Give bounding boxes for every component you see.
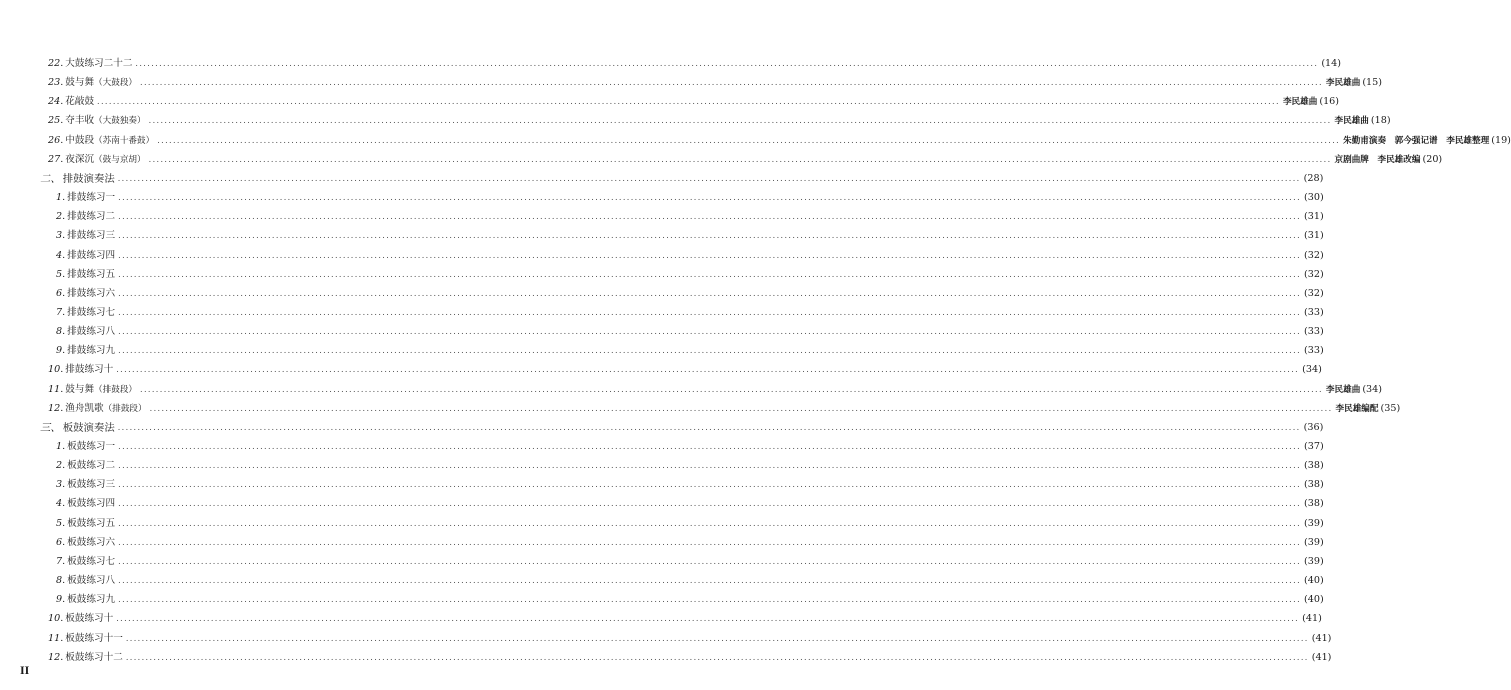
toc-leader-dots: ............................................................................................................................................................................................................................................................................................................ bbox=[116, 365, 1300, 375]
toc-leader-dots: ............................................................................................................................................................................................................................................................................................................ bbox=[118, 442, 1302, 451]
toc-leader-dots: ............................................................................................................................................................................................................................................................................................................ bbox=[118, 327, 1302, 337]
toc-leader-dots: ............................................................................................................................................................................................................................................................................................................ bbox=[118, 461, 1302, 471]
toc-page-number: (28) bbox=[1303, 172, 1324, 184]
toc-entry-text: 鼓与舞 bbox=[65, 77, 95, 89]
toc-entry-row bbox=[0, 591, 1324, 609]
toc-entry-number: 二、 bbox=[40, 172, 61, 185]
toc-entry-row bbox=[0, 610, 1322, 628]
toc-leader-dots: ............................................................................................................................................................................................................................................................................................................ bbox=[135, 59, 1319, 68]
toc-leader-dots: ............................................................................................................................................................................................................................................................................................................ bbox=[148, 154, 1332, 164]
toc-leader-dots: ............................................................................................................................................................................................................................................................................................................ bbox=[118, 288, 1302, 298]
toc-leader-dots: ............................................................................................................................................................................................................................................................................................................ bbox=[118, 537, 1302, 547]
toc-entry-subtitle: （大鼓独奏） bbox=[94, 116, 146, 127]
toc-leader-dots: ............................................................................................................................................................................................................................................................................................................ bbox=[118, 576, 1302, 586]
toc-entry-number: 三、 bbox=[40, 421, 61, 434]
toc-entry-title bbox=[48, 381, 137, 399]
toc-page-number: (36) bbox=[1303, 421, 1324, 433]
toc-entry-row bbox=[0, 227, 1324, 245]
toc-entry-text: 板鼓练习九 bbox=[67, 594, 116, 606]
toc-page-number: (33) bbox=[1304, 306, 1324, 318]
toc-entry-number: 12. bbox=[48, 651, 64, 663]
toc-entry-number: 1. bbox=[56, 441, 66, 452]
toc-page-number: (38) bbox=[1304, 479, 1324, 491]
toc-entry-row bbox=[0, 572, 1324, 590]
toc-entry-row bbox=[0, 361, 1322, 379]
toc-page-number: (41) bbox=[1311, 651, 1332, 663]
toc-entry-number: 3. bbox=[56, 230, 66, 242]
toc-entry-row bbox=[0, 247, 1324, 265]
toc-entry-row bbox=[0, 151, 1443, 169]
toc-page-number: (39) bbox=[1304, 517, 1324, 529]
toc-entry-number: 10. bbox=[48, 364, 64, 376]
toc-entry-number: 7. bbox=[56, 306, 66, 318]
toc-entry-title bbox=[56, 476, 115, 494]
toc-page-number: (41) bbox=[1302, 613, 1322, 625]
toc-entry-number: 9. bbox=[56, 345, 66, 357]
toc-page-number: (38) bbox=[1304, 460, 1324, 472]
toc-entry-text: 板鼓练习七 bbox=[67, 555, 116, 567]
toc-entry-text: 排鼓练习六 bbox=[67, 287, 116, 299]
toc-entry-text: 板鼓演奏法 bbox=[62, 421, 115, 434]
toc-entry-credit: 李民雄曲 bbox=[1325, 384, 1361, 395]
toc-entry-row bbox=[0, 55, 1342, 73]
toc-entry-text: 板鼓练习一 bbox=[67, 441, 116, 452]
toc-entry-text: 渔舟凯歌 bbox=[65, 402, 104, 414]
toc-leader-dots: ............................................................................................................................................................................................................................................................................................................ bbox=[118, 499, 1302, 509]
toc-entry-title bbox=[56, 534, 115, 552]
toc-entry-row bbox=[0, 342, 1324, 360]
toc-entry-text: 大鼓练习二十二 bbox=[65, 58, 133, 69]
toc-entry-row bbox=[0, 400, 1401, 418]
toc-page-number: (31) bbox=[1304, 230, 1324, 242]
toc-entry-number: 1. bbox=[56, 192, 66, 204]
toc-entry-title bbox=[48, 151, 146, 169]
toc-entry-title bbox=[56, 515, 115, 533]
toc-leader-dots: ............................................................................................................................................................................................................................................................................................................ bbox=[140, 78, 1323, 88]
toc-page-number: (19) bbox=[1491, 134, 1511, 146]
toc-entry-row bbox=[0, 495, 1324, 513]
toc-entry-title bbox=[48, 649, 123, 667]
toc-entry-title bbox=[56, 266, 115, 284]
toc-page-number: (20) bbox=[1422, 153, 1443, 165]
toc-page-number: (38) bbox=[1304, 498, 1324, 510]
toc-entry-row bbox=[0, 189, 1324, 207]
toc-entry-number: 2. bbox=[56, 211, 66, 223]
toc-page-number: (34) bbox=[1362, 383, 1383, 395]
toc-entry-title bbox=[48, 55, 132, 73]
toc-entry-number: 22. bbox=[48, 58, 64, 69]
toc-entry-title bbox=[56, 572, 115, 590]
toc-leader-dots: ............................................................................................................................................................................................................................................................................................................ bbox=[118, 307, 1302, 317]
toc-entry-row bbox=[0, 266, 1324, 284]
toc-entry-subtitle: （鼓与京胡） bbox=[94, 154, 146, 165]
toc-entry-number: 26. bbox=[48, 134, 64, 146]
toc-entry-credit: 李民雄曲 bbox=[1334, 116, 1369, 127]
toc-entry-row bbox=[0, 476, 1324, 494]
toc-entry-number: 5. bbox=[56, 268, 66, 280]
toc-leader-dots: ............................................................................................................................................................................................................................................................................................................ bbox=[125, 652, 1309, 662]
toc-entry-credit: 李民雄曲 bbox=[1282, 97, 1318, 108]
toc-entry-number: 5. bbox=[56, 517, 66, 529]
toc-entry-text: 板鼓练习三 bbox=[67, 479, 116, 491]
toc-leader-dots: ............................................................................................................................................................................................................................................................................................................ bbox=[118, 212, 1302, 222]
toc-entry-text: 排鼓练习五 bbox=[67, 268, 116, 280]
toc-entry-text: 板鼓练习八 bbox=[67, 575, 116, 587]
toc-page-number: (18) bbox=[1370, 115, 1391, 127]
toc-entry-text: 排鼓练习一 bbox=[67, 192, 116, 204]
toc-entry-text: 排鼓练习三 bbox=[67, 230, 116, 242]
toc-entry-number: 4. bbox=[56, 249, 66, 261]
toc-entry-number: 7. bbox=[56, 555, 66, 567]
toc-entry-number: 23. bbox=[48, 77, 64, 89]
toc-entry-number: 8. bbox=[56, 326, 66, 338]
toc-entry-title bbox=[48, 112, 146, 130]
toc-leader-dots: ............................................................................................................................................................................................................................................................................................................ bbox=[149, 403, 1333, 413]
toc-entry-title bbox=[56, 208, 115, 226]
toc-entry-text: 板鼓练习四 bbox=[67, 498, 116, 510]
toc-entry-credit: 李民雄曲 bbox=[1325, 78, 1361, 89]
toc-entry-row bbox=[0, 285, 1324, 303]
toc-page-number: (30) bbox=[1304, 192, 1324, 204]
toc-entry-text: 夜深沉 bbox=[65, 153, 95, 165]
toc-entry-subtitle: （排鼓段） bbox=[103, 403, 147, 414]
toc-entry-title bbox=[56, 285, 115, 303]
toc-entry-title bbox=[56, 553, 115, 571]
toc-entry-number: 25. bbox=[48, 115, 64, 127]
toc-entry-title bbox=[48, 400, 147, 418]
toc-entry-text: 排鼓练习四 bbox=[67, 249, 116, 261]
toc-entry-number: 3. bbox=[56, 479, 66, 491]
toc-leader-dots: ............................................................................................................................................................................................................................................................................................................ bbox=[118, 556, 1302, 566]
toc-entry-title bbox=[48, 610, 113, 628]
toc-entry-title bbox=[56, 189, 115, 207]
toc-entry-number: 10. bbox=[48, 613, 64, 625]
toc-section-row bbox=[0, 419, 1324, 437]
toc-entry-number: 4. bbox=[56, 498, 66, 510]
toc-entry-number: 24. bbox=[48, 96, 64, 108]
toc-entry-text: 鼓与舞 bbox=[65, 383, 95, 395]
toc-leader-dots: ............................................................................................................................................................................................................................................................................................................ bbox=[118, 193, 1302, 203]
toc-entry-text: 排鼓练习七 bbox=[67, 306, 116, 318]
toc-leader-dots: ............................................................................................................................................................................................................................................................................................................ bbox=[140, 384, 1323, 394]
toc-entry-row bbox=[0, 74, 1383, 92]
toc-entry-text: 板鼓练习十二 bbox=[65, 651, 123, 663]
toc-entry-title bbox=[48, 74, 137, 92]
toc-page-number: (40) bbox=[1304, 575, 1324, 587]
toc-entry-subtitle: （大鼓段） bbox=[94, 78, 138, 89]
toc-entry-title bbox=[56, 227, 115, 245]
toc-entry-credit: 京剧曲牌 李民雄改编 bbox=[1334, 154, 1421, 165]
toc-entry-row bbox=[0, 323, 1324, 341]
toc-page-number: (34) bbox=[1302, 364, 1322, 376]
toc-entry-subtitle: （苏南十番鼓） bbox=[94, 135, 155, 146]
toc-section-row bbox=[0, 170, 1324, 188]
toc-entry-title bbox=[56, 304, 115, 322]
toc-entry-text: 排鼓练习二 bbox=[67, 211, 116, 223]
toc-entry-number: 8. bbox=[56, 575, 66, 587]
toc-entry-title bbox=[56, 591, 115, 609]
toc-entry-text: 夺丰收 bbox=[65, 115, 95, 127]
toc-entry-title bbox=[56, 342, 115, 360]
toc-entry-row bbox=[0, 553, 1324, 571]
toc-entry-text: 板鼓练习二 bbox=[67, 460, 116, 472]
toc-entry-title bbox=[56, 438, 115, 456]
toc-entry-row bbox=[0, 132, 1511, 150]
toc-entry-text: 中鼓段 bbox=[65, 134, 95, 146]
toc-entry-title bbox=[40, 170, 115, 188]
toc-page-number: (31) bbox=[1304, 211, 1324, 223]
toc-page-number: (35) bbox=[1380, 402, 1401, 414]
toc-entry-number: 12. bbox=[48, 402, 64, 414]
toc-page-number: (41) bbox=[1311, 632, 1332, 644]
toc-entry-title bbox=[56, 495, 115, 513]
toc-entry-title bbox=[56, 457, 115, 475]
toc-leader-dots: ............................................................................................................................................................................................................................................................................................................ bbox=[157, 135, 1341, 145]
toc-entry-row bbox=[0, 438, 1324, 456]
toc-page-number: (32) bbox=[1304, 249, 1324, 261]
toc-entry-text: 板鼓练习五 bbox=[67, 517, 116, 529]
toc-leader-dots: ............................................................................................................................................................................................................................................................................................................ bbox=[118, 231, 1302, 241]
toc-entry-row bbox=[0, 457, 1324, 475]
toc-page-number: (39) bbox=[1304, 555, 1324, 567]
toc-entry-number: 6. bbox=[56, 536, 66, 548]
toc-entry-credit: 朱勤甫演奏 郭今强记谱 李民雄整理 bbox=[1343, 135, 1490, 146]
toc-page-number: (14) bbox=[1321, 58, 1342, 69]
toc-entry-title bbox=[40, 419, 115, 437]
toc-entry-text: 板鼓练习十 bbox=[65, 613, 114, 625]
toc-entry-row bbox=[0, 208, 1324, 226]
toc-entry-row bbox=[0, 515, 1324, 533]
toc-page-number: (32) bbox=[1304, 287, 1324, 299]
toc-entry-text: 排鼓练习八 bbox=[67, 326, 116, 338]
toc-entry-text: 排鼓演奏法 bbox=[62, 172, 115, 185]
toc-leader-dots: ............................................................................................................................................................................................................................................................................................................ bbox=[118, 518, 1302, 528]
toc-page-number: (40) bbox=[1304, 594, 1324, 606]
toc-entry-title bbox=[48, 132, 154, 150]
toc-entry-number: 27. bbox=[48, 153, 64, 165]
toc-entry-subtitle: （排鼓段） bbox=[94, 384, 138, 395]
toc-entry-row bbox=[0, 649, 1332, 667]
toc-page-number: (33) bbox=[1304, 326, 1324, 338]
toc-entry-number: 6. bbox=[56, 287, 66, 299]
toc-leader-dots: ............................................................................................................................................................................................................................................................................................................ bbox=[116, 614, 1300, 624]
toc-entry-title bbox=[56, 247, 115, 265]
toc-entry-row bbox=[0, 112, 1391, 130]
toc-entry-text: 排鼓练习十 bbox=[65, 364, 114, 376]
toc-page-number: (33) bbox=[1304, 345, 1324, 357]
toc-entry-row bbox=[0, 534, 1324, 552]
toc-entry-number: 9. bbox=[56, 594, 66, 606]
toc-entry-row bbox=[0, 304, 1324, 322]
toc-page-number: (32) bbox=[1304, 268, 1324, 280]
toc-entry-row bbox=[0, 381, 1383, 399]
toc-entry-credit: 李民雄编配 bbox=[1335, 403, 1379, 414]
toc-leader-dots: ............................................................................................................................................................................................................................................................................................................ bbox=[118, 480, 1302, 490]
toc-leader-dots: ............................................................................................................................................................................................................................................................................................................ bbox=[125, 633, 1309, 643]
toc-entry-number: 11. bbox=[48, 632, 64, 644]
toc-entry-title bbox=[48, 630, 123, 648]
toc-entry-text: 板鼓练习十一 bbox=[65, 632, 123, 644]
toc-entry-text: 板鼓练习六 bbox=[67, 536, 116, 548]
toc-leader-dots: ............................................................................................................................................................................................................................................................................................................ bbox=[118, 250, 1302, 260]
toc-leader-dots: ............................................................................................................................................................................................................................................................................................................ bbox=[97, 97, 1280, 107]
page-folio: II bbox=[20, 663, 30, 677]
toc-entry-number: 11. bbox=[48, 383, 64, 395]
toc-entry-title bbox=[56, 323, 115, 341]
toc-page-number: (37) bbox=[1304, 441, 1324, 452]
toc-page-number: (39) bbox=[1304, 536, 1324, 548]
toc-leader-dots: ............................................................................................................................................................................................................................................................................................................ bbox=[117, 173, 1301, 183]
toc-entry-text: 花敲鼓 bbox=[65, 96, 95, 108]
toc-leader-dots: ............................................................................................................................................................................................................................................................................................................ bbox=[148, 116, 1332, 126]
toc-leader-dots: ............................................................................................................................................................................................................................................................................................................ bbox=[117, 422, 1301, 432]
toc-page-number: (16) bbox=[1319, 96, 1340, 108]
toc-entry-row bbox=[0, 93, 1340, 111]
toc-entry-number: 2. bbox=[56, 460, 66, 472]
toc-leader-dots: ............................................................................................................................................................................................................................................................................................................ bbox=[118, 346, 1302, 356]
toc-page-number: (15) bbox=[1362, 77, 1383, 89]
toc-leader-dots: ............................................................................................................................................................................................................................................................................................................ bbox=[118, 269, 1302, 279]
toc-entry-text: 排鼓练习九 bbox=[67, 345, 116, 357]
toc-entry-row bbox=[0, 630, 1332, 648]
toc-entry-title bbox=[48, 93, 94, 111]
toc-entry-title bbox=[48, 361, 113, 379]
toc-leader-dots: ............................................................................................................................................................................................................................................................................................................ bbox=[118, 595, 1302, 605]
